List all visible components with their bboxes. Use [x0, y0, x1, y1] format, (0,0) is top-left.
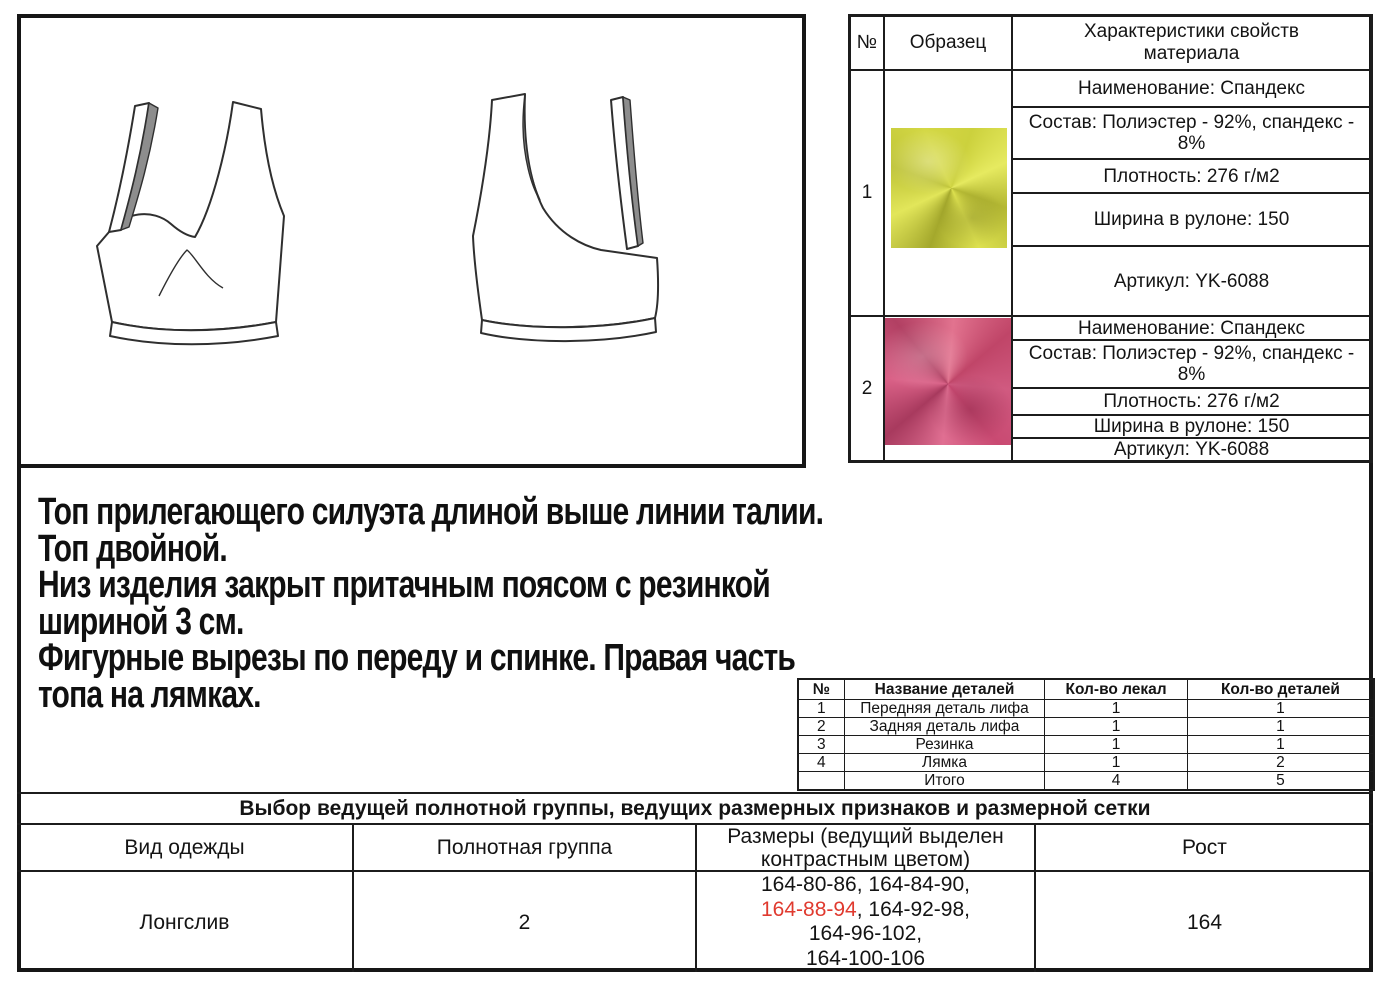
material-2-roll-width: Ширина в рулоне: 150: [1013, 416, 1370, 439]
parts-total-details: 5: [1187, 771, 1374, 790]
garment-front-sketch: [79, 84, 329, 374]
parts-header-name: Название деталей: [844, 679, 1045, 699]
description-line: топа на лямках.: [38, 673, 261, 716]
description-line: Фигурные вырезы по переду и спинке. Правая часть: [38, 637, 796, 679]
parts-cell: [798, 771, 844, 790]
size-selection-table: [17, 792, 1373, 972]
description-line: Топ прилегающего силуэта длиной выше линии талии.: [38, 491, 824, 533]
material-1-article: Артикул: YK-6088: [1113, 270, 1270, 292]
materials-header-row: [851, 17, 1370, 71]
table-row: [798, 699, 1374, 717]
parts-cell: 1: [1045, 735, 1187, 753]
material-2-density: Плотность: 276 г/м2: [1013, 389, 1370, 416]
parts-cell: 2: [1187, 753, 1374, 771]
sizes-line2-rest: , 164-92-98,: [856, 897, 970, 921]
fabric-swatch-pink: [885, 318, 1011, 445]
description-line: шириной 3 см.: [38, 600, 244, 643]
parts-cell: Передняя деталь лифа: [844, 699, 1045, 717]
size-table-data-row: [17, 872, 1373, 972]
size-header-garment-type: Вид одежды: [17, 825, 354, 870]
sizes-line3: 164-96-102,: [808, 922, 923, 945]
size-header-fullness-group: Полнотная группа: [354, 825, 697, 870]
parts-cell: 1: [1187, 699, 1374, 717]
description-line: Топ двойной.: [38, 527, 227, 570]
parts-total-label: Итого: [844, 771, 1045, 790]
fabric-swatch-yellow: [891, 128, 1007, 248]
parts-cell: 1: [1045, 753, 1187, 771]
parts-cell: 1: [1187, 735, 1374, 753]
garment-back-sketch: [459, 84, 699, 374]
material-row-2: [851, 317, 1370, 460]
parts-header-details: Кол-во деталей: [1187, 679, 1374, 699]
table-row: [798, 735, 1374, 753]
parts-cell: 2: [798, 717, 844, 735]
material-2-props: [1013, 317, 1370, 460]
parts-cell: Лямка: [844, 753, 1045, 771]
table-row: [798, 753, 1374, 771]
parts-cell: 1: [1045, 717, 1187, 735]
parts-table: [797, 678, 1375, 791]
materials-table: [848, 14, 1373, 463]
height-value: 164: [1186, 910, 1223, 934]
material-2-name: Наименование: Спандекс: [1013, 317, 1370, 341]
sizes-list: [761, 873, 970, 971]
parts-cell: 3: [798, 735, 844, 753]
parts-cell: 1: [1187, 717, 1374, 735]
size-header-sizes: Размеры (ведущий выделен контрастным цветом): [697, 825, 1036, 870]
material-1-props: [1013, 71, 1370, 315]
description-line: Низ изделия закрыт притачным поясом с резинкой: [38, 564, 770, 606]
material-1-num: 1: [851, 71, 885, 315]
material-2-composition: Состав: Полиэстер - 92%, спандекс - 8%: [1013, 341, 1370, 389]
parts-cell: Резинка: [844, 735, 1045, 753]
material-1-density: Плотность: 276 г/м2: [1013, 160, 1370, 194]
parts-header-num: №: [798, 679, 844, 699]
material-row-1: [851, 71, 1370, 317]
size-header-height: Рост: [1182, 836, 1227, 859]
materials-header-props: Характеристики свойств материала: [1083, 21, 1299, 64]
parts-total-patterns: 4: [1045, 771, 1187, 790]
size-table-header-row: [17, 825, 1373, 872]
size-highlighted: 164-88-94: [761, 897, 857, 921]
material-2-article: Артикул: YK-6088: [1113, 439, 1270, 460]
materials-header-num: №: [851, 17, 885, 69]
table-row: [798, 717, 1374, 735]
sizes-line1: 164-80-86, 164-84-90,: [761, 873, 970, 896]
fullness-group-value: 2: [354, 872, 697, 972]
material-2-num: 2: [851, 317, 885, 460]
parts-total-row: [798, 771, 1374, 790]
material-1-composition: Состав: Полиэстер - 92%, спандекс - 8%: [1013, 108, 1370, 160]
garment-type-value: Лонгслив: [17, 872, 354, 972]
parts-cell: 4: [798, 753, 844, 771]
parts-cell: 1: [1045, 699, 1187, 717]
material-1-sample-cell: [885, 71, 1013, 315]
materials-header-sample: Образец: [885, 17, 1013, 69]
parts-header-patterns: Кол-во лекал: [1045, 679, 1187, 699]
garment-sketch-box: [17, 14, 806, 468]
parts-header-row: [798, 679, 1374, 699]
material-1-name: Наименование: Спандекс: [1013, 71, 1370, 108]
sizes-value: [697, 872, 1036, 972]
sizes-line4: 164-100-106: [805, 946, 926, 970]
parts-cell: 1: [798, 699, 844, 717]
material-1-roll-width: Ширина в рулоне: 150: [1013, 194, 1370, 247]
parts-cell: Задняя деталь лифа: [844, 717, 1045, 735]
material-2-sample-cell: [885, 317, 1013, 460]
size-table-title: Выбор ведущей полнотной группы, ведущих размерных признаков и размерной сетки: [17, 792, 1373, 825]
